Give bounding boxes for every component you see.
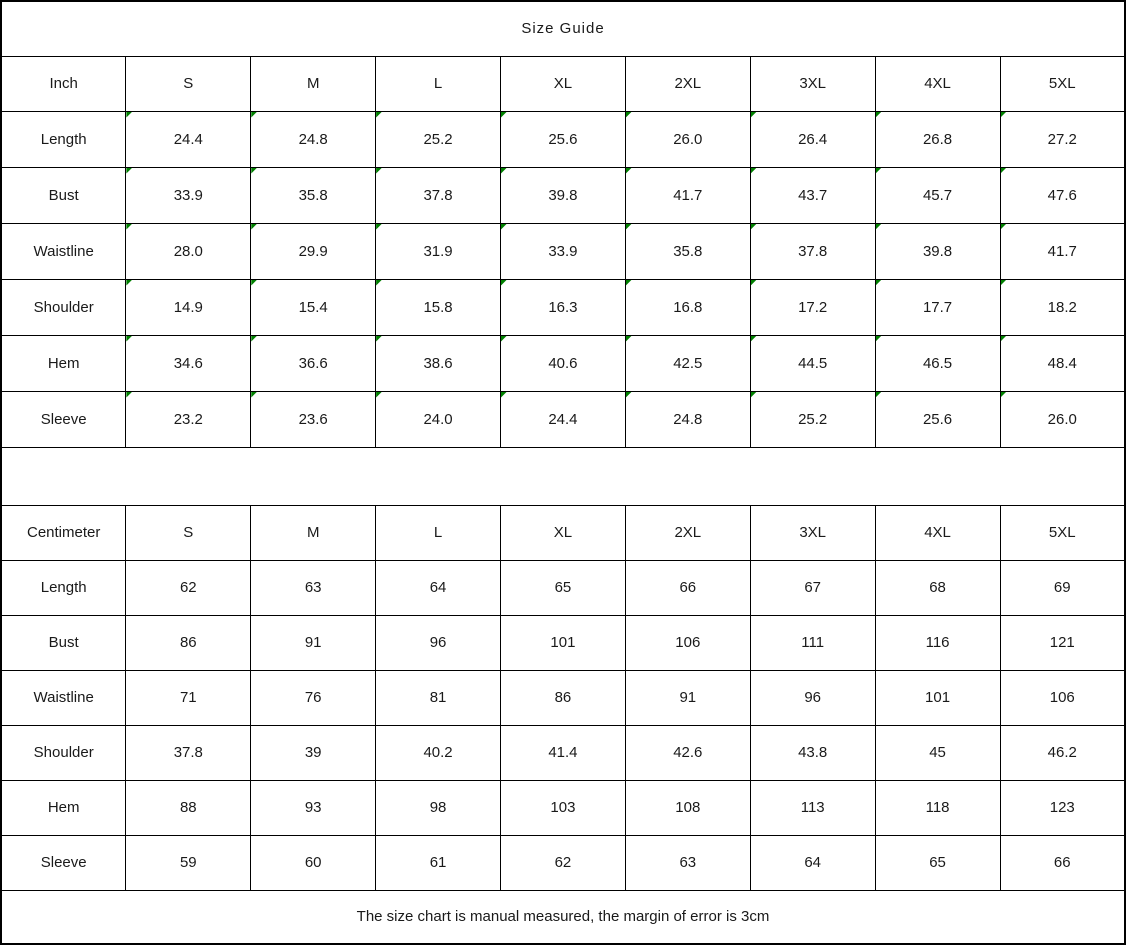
corner-triangle-icon [626,224,632,230]
row-label: Shoulder [1,725,126,780]
row-label: Waistline [1,223,126,279]
size-value-cell: 88 [126,780,251,835]
size-value-cell: 28.0 [126,223,251,279]
size-value-cell: 86 [501,670,626,725]
corner-triangle-icon [626,392,632,398]
table-row [1,725,1125,780]
row-label: Sleeve [1,391,126,447]
size-value-cell: 24.0 [376,391,501,447]
size-value-cell: 33.9 [126,167,251,223]
table-row [1,560,1125,615]
size-value-cell: 113 [750,780,875,835]
corner-triangle-icon [876,280,882,286]
size-value-cell: 15.4 [251,279,376,335]
corner-triangle-icon [626,336,632,342]
corner-triangle-icon [251,336,257,342]
corner-triangle-icon [1001,224,1007,230]
size-value-cell: 46.2 [1000,725,1125,780]
size-value-cell: 71 [126,670,251,725]
corner-triangle-icon [501,168,507,174]
column-header: 5XL [1000,505,1125,560]
size-value-cell: 65 [501,560,626,615]
corner-triangle-icon [501,280,507,286]
corner-triangle-icon [376,392,382,398]
page-title: Size Guide [1,1,1125,56]
size-value-cell: 96 [376,615,501,670]
column-header: S [126,56,251,111]
size-value-cell: 86 [126,615,251,670]
size-value-cell: 41.4 [501,725,626,780]
size-value-cell: 16.8 [625,279,750,335]
size-value-cell: 43.7 [750,167,875,223]
size-value-cell: 37.8 [376,167,501,223]
size-value-cell: 41.7 [625,167,750,223]
size-value-cell: 40.6 [501,335,626,391]
corner-triangle-icon [876,336,882,342]
size-value-cell: 76 [251,670,376,725]
column-header: M [251,56,376,111]
size-value-cell: 42.6 [625,725,750,780]
size-value-cell: 23.2 [126,391,251,447]
unit-header-row [1,505,1125,560]
corner-triangle-icon [751,112,757,118]
column-header: 5XL [1000,56,1125,111]
size-value-cell: 40.2 [376,725,501,780]
corner-triangle-icon [376,280,382,286]
unit-header-row [1,56,1125,111]
size-value-cell: 63 [251,560,376,615]
corner-triangle-icon [126,224,132,230]
size-value-cell: 35.8 [251,167,376,223]
size-value-cell: 42.5 [625,335,750,391]
column-header: L [376,505,501,560]
corner-triangle-icon [126,336,132,342]
size-value-cell: 16.3 [501,279,626,335]
size-value-cell: 39.8 [501,167,626,223]
row-label: Shoulder [1,279,126,335]
size-value-cell: 91 [251,615,376,670]
size-value-cell: 81 [376,670,501,725]
corner-triangle-icon [626,280,632,286]
table-row [1,223,1125,279]
corner-triangle-icon [376,112,382,118]
size-value-cell: 65 [875,835,1000,890]
size-value-cell: 26.0 [625,111,750,167]
corner-triangle-icon [626,168,632,174]
row-label: Bust [1,615,126,670]
corner-triangle-icon [126,392,132,398]
size-value-cell: 63 [625,835,750,890]
table-row [1,670,1125,725]
column-header: 4XL [875,56,1000,111]
size-value-cell: 46.5 [875,335,1000,391]
corner-triangle-icon [376,168,382,174]
table-row [1,835,1125,890]
corner-triangle-icon [1001,280,1007,286]
size-value-cell: 69 [1000,560,1125,615]
size-value-cell: 68 [875,560,1000,615]
size-value-cell: 64 [750,835,875,890]
size-value-cell: 121 [1000,615,1125,670]
size-value-cell: 62 [501,835,626,890]
size-value-cell: 66 [1000,835,1125,890]
corner-triangle-icon [751,336,757,342]
footer-row [1,890,1125,944]
size-value-cell: 26.4 [750,111,875,167]
corner-triangle-icon [1001,392,1007,398]
corner-triangle-icon [876,224,882,230]
size-value-cell: 35.8 [625,223,750,279]
column-header: XL [501,56,626,111]
size-value-cell: 108 [625,780,750,835]
corner-triangle-icon [751,168,757,174]
spacer-cell [1,447,1125,505]
size-value-cell: 37.8 [750,223,875,279]
size-value-cell: 101 [501,615,626,670]
row-label: Waistline [1,670,126,725]
footer-note: The size chart is manual measured, the margin of error is 3cm [1,890,1125,944]
row-label: Hem [1,780,126,835]
size-value-cell: 67 [750,560,875,615]
size-value-cell: 25.6 [501,111,626,167]
corner-triangle-icon [751,224,757,230]
size-value-cell: 17.2 [750,279,875,335]
size-value-cell: 18.2 [1000,279,1125,335]
corner-triangle-icon [751,280,757,286]
size-value-cell: 34.6 [126,335,251,391]
size-value-cell: 15.8 [376,279,501,335]
unit-header-cell: Inch [1,56,126,111]
size-value-cell: 29.9 [251,223,376,279]
column-header: M [251,505,376,560]
table-row [1,780,1125,835]
size-value-cell: 39.8 [875,223,1000,279]
row-label: Bust [1,167,126,223]
row-label: Length [1,111,126,167]
corner-triangle-icon [876,168,882,174]
corner-triangle-icon [1001,112,1007,118]
size-value-cell: 43.8 [750,725,875,780]
corner-triangle-icon [876,112,882,118]
size-value-cell: 111 [750,615,875,670]
corner-triangle-icon [126,280,132,286]
size-value-cell: 59 [126,835,251,890]
size-value-cell: 14.9 [126,279,251,335]
size-value-cell: 25.2 [376,111,501,167]
size-value-cell: 26.0 [1000,391,1125,447]
size-value-cell: 37.8 [126,725,251,780]
size-value-cell: 41.7 [1000,223,1125,279]
corner-triangle-icon [501,336,507,342]
corner-triangle-icon [751,392,757,398]
size-value-cell: 98 [376,780,501,835]
size-value-cell: 24.4 [501,391,626,447]
column-header: S [126,505,251,560]
table-row [1,111,1125,167]
corner-triangle-icon [126,168,132,174]
corner-triangle-icon [876,392,882,398]
size-value-cell: 38.6 [376,335,501,391]
column-header: 2XL [625,505,750,560]
table-row [1,167,1125,223]
size-value-cell: 26.8 [875,111,1000,167]
column-header: 2XL [625,56,750,111]
column-header: 4XL [875,505,1000,560]
size-value-cell: 47.6 [1000,167,1125,223]
table-row [1,391,1125,447]
size-value-cell: 66 [625,560,750,615]
corner-triangle-icon [376,224,382,230]
size-table-body [1,1,1125,944]
size-value-cell: 27.2 [1000,111,1125,167]
size-value-cell: 101 [875,670,1000,725]
corner-triangle-icon [501,112,507,118]
size-value-cell: 91 [625,670,750,725]
size-value-cell: 33.9 [501,223,626,279]
corner-triangle-icon [1001,336,1007,342]
spacer-row [1,447,1125,505]
corner-triangle-icon [251,112,257,118]
size-value-cell: 93 [251,780,376,835]
size-value-cell: 96 [750,670,875,725]
size-value-cell: 123 [1000,780,1125,835]
size-value-cell: 24.8 [625,391,750,447]
corner-triangle-icon [376,336,382,342]
size-value-cell: 31.9 [376,223,501,279]
column-header: L [376,56,501,111]
corner-triangle-icon [626,112,632,118]
size-value-cell: 44.5 [750,335,875,391]
row-label: Sleeve [1,835,126,890]
corner-triangle-icon [251,168,257,174]
column-header: 3XL [750,505,875,560]
size-value-cell: 106 [625,615,750,670]
size-value-cell: 45.7 [875,167,1000,223]
size-value-cell: 17.7 [875,279,1000,335]
size-value-cell: 25.6 [875,391,1000,447]
size-value-cell: 24.8 [251,111,376,167]
size-value-cell: 23.6 [251,391,376,447]
row-label: Length [1,560,126,615]
corner-triangle-icon [251,280,257,286]
size-value-cell: 62 [126,560,251,615]
size-value-cell: 60 [251,835,376,890]
size-value-cell: 61 [376,835,501,890]
size-value-cell: 118 [875,780,1000,835]
column-header: XL [501,505,626,560]
corner-triangle-icon [501,224,507,230]
unit-header-cell: Centimeter [1,505,126,560]
size-value-cell: 36.6 [251,335,376,391]
table-row [1,279,1125,335]
table-row [1,335,1125,391]
corner-triangle-icon [251,224,257,230]
size-value-cell: 48.4 [1000,335,1125,391]
size-value-cell: 64 [376,560,501,615]
corner-triangle-icon [1001,168,1007,174]
table-row [1,615,1125,670]
title-row [1,1,1125,56]
corner-triangle-icon [251,392,257,398]
size-value-cell: 39 [251,725,376,780]
size-value-cell: 116 [875,615,1000,670]
row-label: Hem [1,335,126,391]
corner-triangle-icon [126,112,132,118]
size-value-cell: 45 [875,725,1000,780]
column-header: 3XL [750,56,875,111]
corner-triangle-icon [501,392,507,398]
size-value-cell: 25.2 [750,391,875,447]
size-value-cell: 106 [1000,670,1125,725]
size-value-cell: 24.4 [126,111,251,167]
size-value-cell: 103 [501,780,626,835]
